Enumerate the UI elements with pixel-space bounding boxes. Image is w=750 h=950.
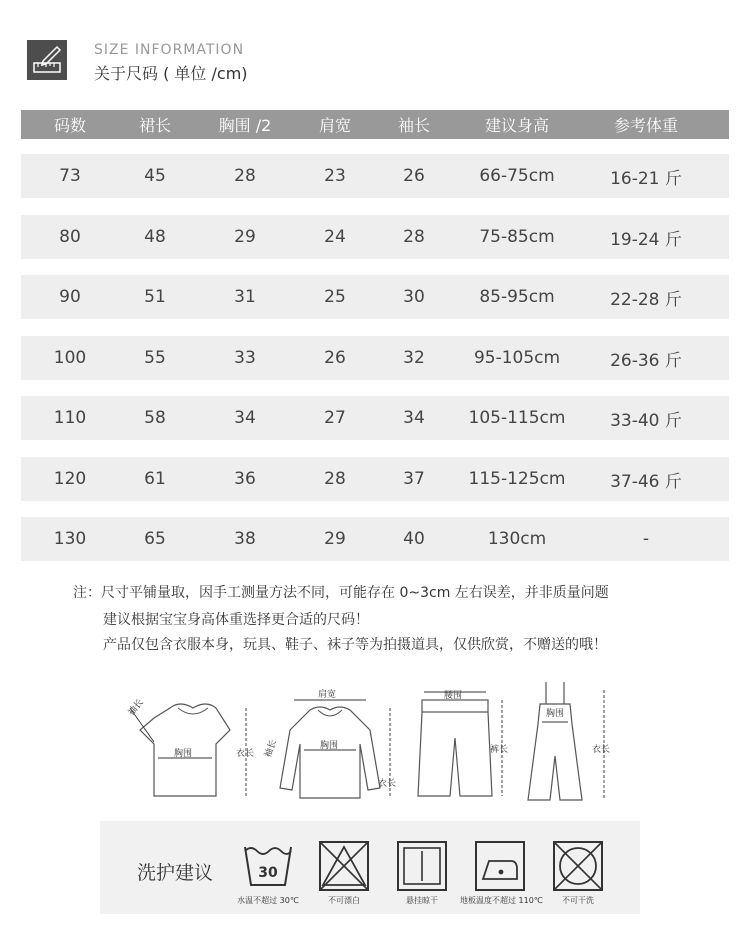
note-line-2: 建议根据宝宝身高体重选择更合适的尺码！ <box>103 612 369 628</box>
overalls-length-label: 衣长 <box>592 745 611 755</box>
note-line-3: 产品仅包含衣服本身，玩具、鞋子、袜子等为拍摄道具，仅供欣赏，不赠送的哦！ <box>103 637 607 653</box>
table-cell: 66-75cm <box>479 166 555 186</box>
no-dry-clean-icon <box>551 839 605 893</box>
table-cell: 75-85cm <box>479 227 555 247</box>
table-cell: 28 <box>403 227 425 247</box>
shorts-diagram <box>410 688 520 805</box>
tshirt-sleeve-label: 袖长 <box>126 697 146 718</box>
longsleeve-shoulder-label: 肩宽 <box>318 690 337 700</box>
table-cell: 38 <box>234 529 256 549</box>
longsleeve-chest-label: 胸围 <box>320 741 339 751</box>
header-weight: 参考体重 <box>613 116 678 135</box>
table-cell: 65 <box>144 529 166 549</box>
table-cell: 120 <box>53 469 87 489</box>
table-cell: 85-95cm <box>479 287 555 307</box>
header-height: 建议身高 <box>484 116 549 135</box>
table-cell: 33-40 斤 <box>610 410 682 431</box>
table-cell: 24 <box>324 227 346 247</box>
header-chest: 胸围 /2 <box>218 116 272 135</box>
care-instructions <box>100 821 640 914</box>
table-row <box>21 154 729 198</box>
table-cell: 26 <box>324 348 346 368</box>
overalls-chest-label: 胸围 <box>546 709 565 719</box>
table-row <box>21 215 729 259</box>
table-cell: 33 <box>234 348 256 368</box>
note-line-1: 注：尺寸平铺量取，因手工测量方法不同，可能存在 0~3cm 左右误差，并非质量问题 <box>73 585 609 601</box>
care-label: 地板温度不超过 110℃ <box>460 896 543 905</box>
table-row <box>21 517 729 561</box>
table-cell: 34 <box>234 408 256 428</box>
table-cell: 115-125cm <box>468 469 566 489</box>
table-row <box>21 396 729 440</box>
table-cell: 95-105cm <box>473 348 561 368</box>
table-cell: 29 <box>324 529 346 549</box>
table-cell: 51 <box>144 287 166 307</box>
care-item <box>304 839 384 906</box>
table-cell: 73 <box>59 166 81 186</box>
table-cell: 30 <box>403 287 425 307</box>
table-cell: 105-115cm <box>468 408 566 428</box>
table-cell: 26 <box>403 166 425 186</box>
iron-icon <box>473 839 527 893</box>
table-cell: - <box>642 529 650 549</box>
care-label: 不可漂白 <box>328 896 360 905</box>
care-item <box>538 839 618 906</box>
shorts-waist-label: 腰围 <box>444 691 463 701</box>
table-cell: 28 <box>234 166 256 186</box>
tshirt-chest-label: 胸围 <box>174 749 193 759</box>
care-label: 水温不超过 30℃ <box>237 896 299 905</box>
table-cell: 48 <box>144 227 166 247</box>
table-cell: 90 <box>59 287 81 307</box>
table-cell: 110 <box>53 408 87 428</box>
size-table-header <box>21 110 729 139</box>
header-dress-length: 裙长 <box>138 116 171 135</box>
table-cell: 26-36 斤 <box>610 350 682 371</box>
care-item <box>382 839 462 906</box>
table-row <box>21 336 729 380</box>
longsleeve-sleeve-label: 袖长 <box>263 738 279 760</box>
table-cell: 27 <box>324 408 346 428</box>
table-cell: 55 <box>144 348 166 368</box>
table-cell: 100 <box>53 348 87 368</box>
ruler-pencil-icon <box>27 40 67 80</box>
table-cell: 37-46 斤 <box>610 471 682 492</box>
table-cell: 22-28 斤 <box>610 289 682 310</box>
care-item <box>460 839 543 906</box>
table-cell: 29 <box>234 227 256 247</box>
table-cell: 37 <box>403 469 425 489</box>
table-cell: 34 <box>403 408 425 428</box>
longsleeve-length-label: 衣长 <box>378 779 397 789</box>
longsleeve-diagram <box>262 688 402 805</box>
table-cell: 16-21 斤 <box>610 168 682 189</box>
table-cell: 28 <box>324 469 346 489</box>
care-title: 洗护建议 <box>137 862 214 884</box>
table-cell: 61 <box>144 469 166 489</box>
table-cell: 32 <box>403 348 425 368</box>
table-row <box>21 275 729 319</box>
no-bleach-icon <box>317 839 371 893</box>
table-cell: 19-24 斤 <box>610 229 682 250</box>
care-item <box>228 839 308 906</box>
table-cell: 31 <box>234 287 256 307</box>
shorts-length-label: 裤长 <box>490 745 509 755</box>
table-cell: 25 <box>324 287 346 307</box>
wash-temp-number: 30 <box>258 865 278 881</box>
header-size: 码数 <box>53 116 86 135</box>
header-sleeve: 袖长 <box>397 116 430 135</box>
care-label: 悬挂晾干 <box>406 896 438 905</box>
table-cell: 36 <box>234 469 256 489</box>
table-cell: 23 <box>324 166 346 186</box>
table-cell: 58 <box>144 408 166 428</box>
table-cell: 130cm <box>487 529 547 549</box>
care-label: 不可干洗 <box>562 896 594 905</box>
table-cell: 45 <box>144 166 166 186</box>
wash-30-icon <box>241 839 295 893</box>
tshirt-diagram <box>118 690 268 805</box>
header-shoulder: 肩宽 <box>318 116 351 135</box>
overalls-diagram <box>520 680 620 805</box>
section-title-cn: 关于尺码 ( 单位 /cm) <box>94 64 248 83</box>
table-cell: 130 <box>53 529 87 549</box>
table-cell: 40 <box>403 529 425 549</box>
table-row <box>21 457 729 501</box>
table-cell: 80 <box>59 227 81 247</box>
tshirt-length-label: 衣长 <box>236 749 255 759</box>
hang-dry-icon <box>395 839 449 893</box>
section-title-en: SIZE INFORMATION <box>94 42 245 58</box>
